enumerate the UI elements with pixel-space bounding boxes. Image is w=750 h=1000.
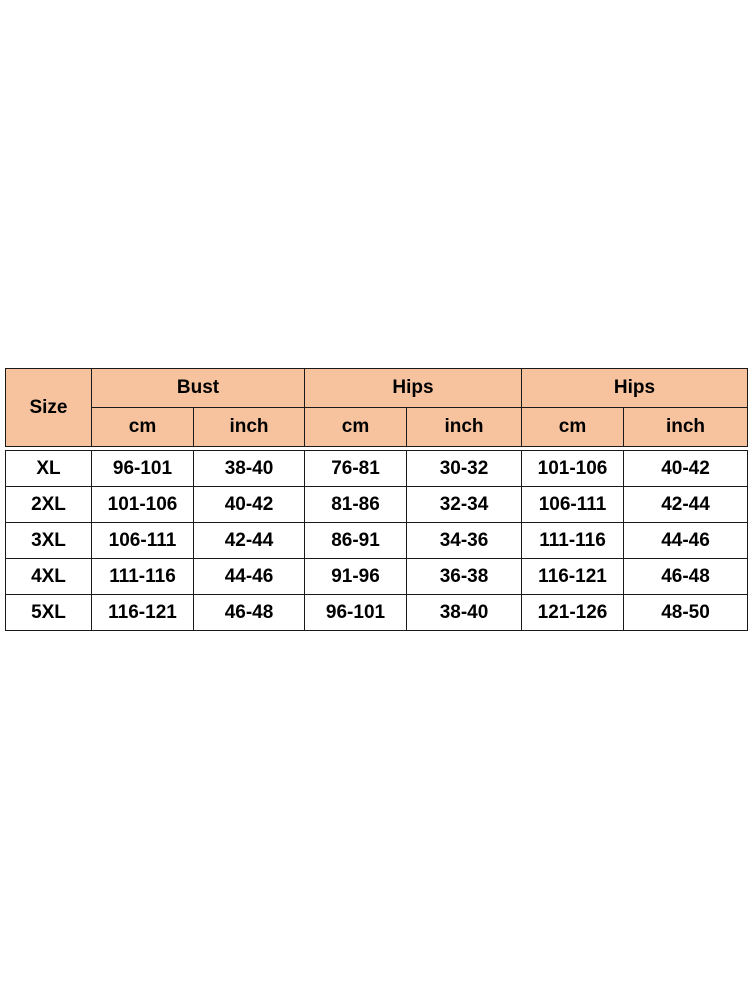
unit-header: inch — [624, 408, 748, 447]
size-chart-table — [5, 368, 748, 631]
table-cell: 106-111 — [92, 523, 194, 559]
table-cell: 96-101 — [92, 451, 194, 487]
table-cell: 30-32 — [407, 451, 522, 487]
table-row — [6, 523, 748, 559]
table-cell: 48-50 — [624, 595, 748, 631]
table-cell: 42-44 — [194, 523, 305, 559]
table-cell: 32-34 — [407, 487, 522, 523]
size-cell: 4XL — [6, 559, 92, 595]
table-cell: 38-40 — [407, 595, 522, 631]
table-cell: 36-38 — [407, 559, 522, 595]
table-row — [6, 451, 748, 487]
unit-header: inch — [194, 408, 305, 447]
table-cell: 121-126 — [522, 595, 624, 631]
table-cell: 38-40 — [194, 451, 305, 487]
size-cell: 5XL — [6, 595, 92, 631]
table-cell: 111-116 — [522, 523, 624, 559]
table-cell: 116-121 — [92, 595, 194, 631]
table-cell: 111-116 — [92, 559, 194, 595]
table-cell: 34-36 — [407, 523, 522, 559]
table-cell: 44-46 — [194, 559, 305, 595]
table-cell: 46-48 — [194, 595, 305, 631]
table-cell: 40-42 — [194, 487, 305, 523]
group-header-bust: Bust — [92, 369, 305, 408]
table-row — [6, 487, 748, 523]
table-cell: 101-106 — [522, 451, 624, 487]
unit-header: cm — [92, 408, 194, 447]
table-row — [6, 595, 748, 631]
size-column-header: Size — [6, 369, 92, 447]
table-cell: 91-96 — [305, 559, 407, 595]
table-cell: 81-86 — [305, 487, 407, 523]
size-cell: 3XL — [6, 523, 92, 559]
group-header-hips-2: Hips — [522, 369, 748, 408]
table-cell: 106-111 — [522, 487, 624, 523]
table-cell: 44-46 — [624, 523, 748, 559]
group-header-hips: Hips — [305, 369, 522, 408]
table-row — [6, 559, 748, 595]
table-cell: 46-48 — [624, 559, 748, 595]
unit-header: inch — [407, 408, 522, 447]
table-cell: 76-81 — [305, 451, 407, 487]
unit-header: cm — [305, 408, 407, 447]
size-cell: 2XL — [6, 487, 92, 523]
table-cell: 96-101 — [305, 595, 407, 631]
table-cell: 86-91 — [305, 523, 407, 559]
table-cell: 40-42 — [624, 451, 748, 487]
table-cell: 101-106 — [92, 487, 194, 523]
table-cell: 116-121 — [522, 559, 624, 595]
unit-header: cm — [522, 408, 624, 447]
group-header-row — [6, 369, 748, 408]
unit-header-row — [6, 408, 748, 447]
size-cell: XL — [6, 451, 92, 487]
table-cell: 42-44 — [624, 487, 748, 523]
